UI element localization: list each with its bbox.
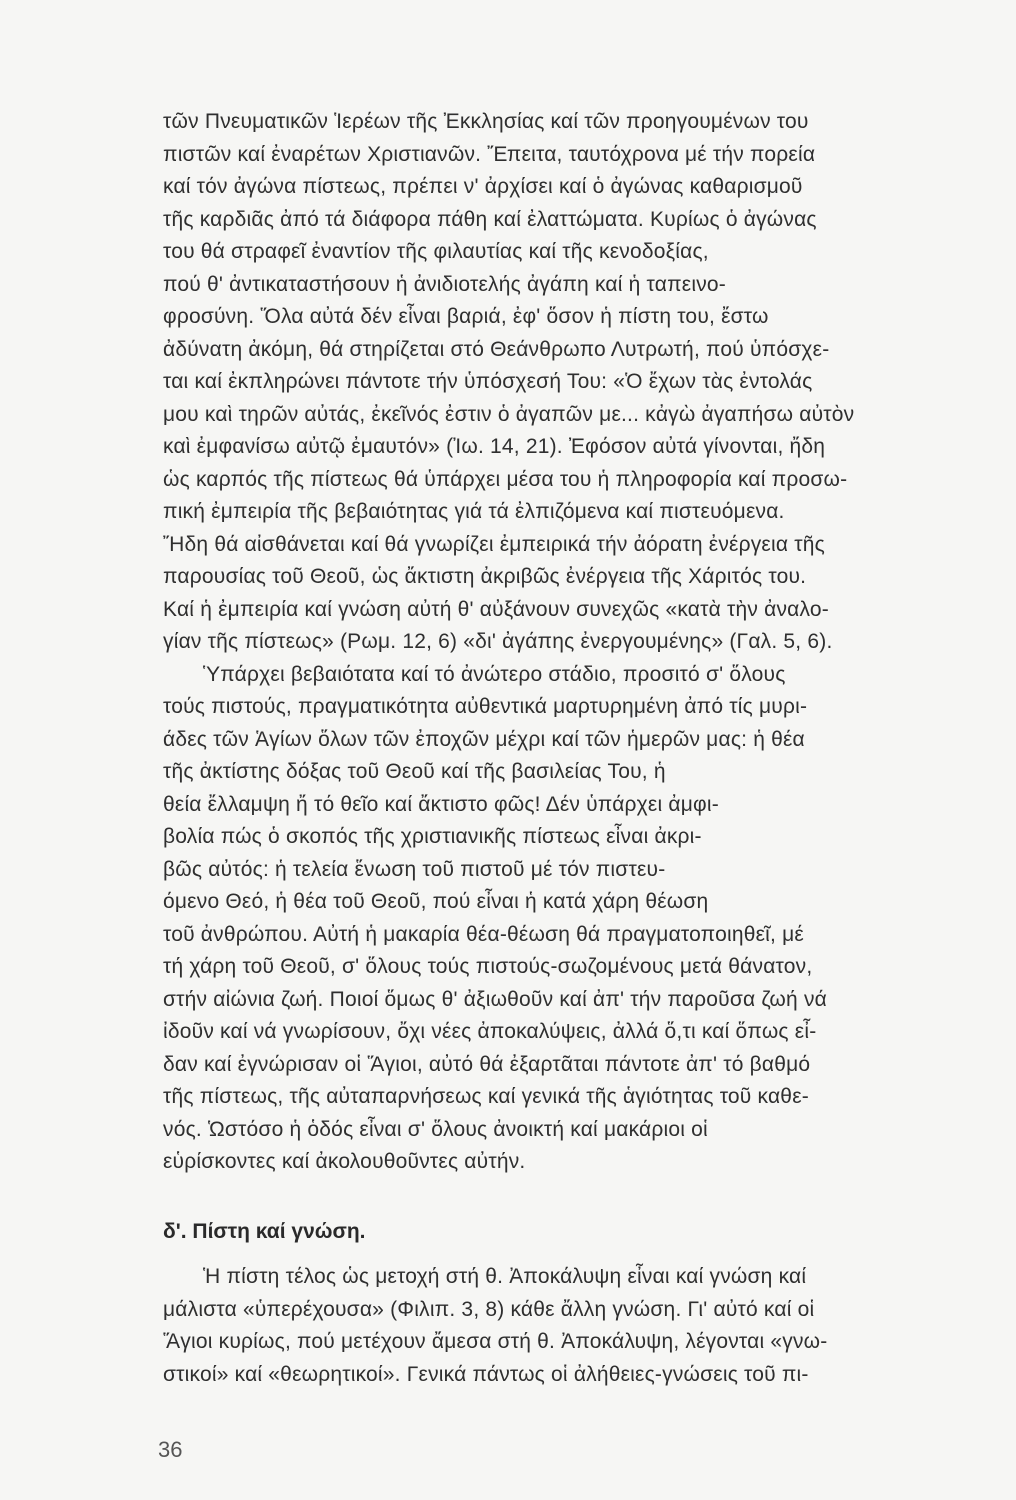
body-paragraphs: [163, 106, 995, 1179]
body-text-line: δαν καί ἐγνώρισαν οἱ Ἅγιοι, αὐτό θά ἐξαρτᾶται πάντοτε ἀπ' τό βαθμό: [163, 1052, 811, 1076]
body-text-line: εὑρίσκοντες καί ἀκολουθοῦντες αὐτήν.: [163, 1150, 526, 1173]
body-text-line: φροσύνη. Ὅλα αὐτά δέν εἶναι βαριά, ἐφ' ὅσον ἡ πίστη του, ἔστω: [163, 305, 769, 328]
body-text-line: τῆς ἀκτίστης δόξας τοῦ Θεοῦ καί τῆς βασιλείας Του, ἡ: [163, 760, 666, 783]
section-text-line: μάλιστα «ὑπερέχουσα» (Φιλιπ. 3, 8) κάθε ἄλλη γνώση. Γι' αὐτό καί οἱ: [163, 1297, 815, 1321]
body-text-line: άδες τῶν Ἁγίων ὅλων τῶν ἐποχῶν μέχρι καί τῶν ἡμερῶν μας: ἡ θέα: [163, 727, 805, 751]
body-text-line: Ἤδη θά αἰσθάνεται καί θά γνωρίζει ἐμπειρικά τήν ἀόρατη ἐνέργεια τῆς: [163, 532, 825, 556]
body-text-line: πιστῶν καί ἐναρέτων Χριστιανῶν. Ἔπειτα, ταυτόχρονα μέ τήν πορεία: [163, 142, 816, 166]
body-text-line: ται καί ἐκπληρώνει πάντοτε τήν ὑπόσχεσή Του: «Ὁ ἔχων τὰς ἐντολάς: [163, 370, 813, 393]
section-text-line: Ἡ πίστη τέλος ὡς μετοχή στή θ. Ἀποκάλυψη εἶναι καί γνώση καί: [203, 1265, 807, 1288]
body-text-line: Καί ἡ ἐμπειρία καί γνώση αὐτή θ' αὐξάνουν συνεχῶς «κατὰ τὴν ἀναλο-: [163, 597, 829, 621]
body-text-line: τῆς καρδιᾶς ἀπό τά διάφορα πάθη καί ἐλαττώματα. Κυρίως ὁ ἀγώνας: [163, 207, 817, 231]
body-text-line: βῶς αὐτός: ἡ τελεία ἕνωση τοῦ πιστοῦ μέ τόν πιστευ-: [163, 857, 666, 881]
body-text-line: ἀδύνατη ἀκόμη, θά στηρίζεται στό Θεάνθρωπο Λυτρωτή, πού ὑπόσχε-: [163, 337, 830, 361]
body-text-line: Ὑπάρχει βεβαιότατα καί τό ἀνώτερο στάδιο, προσιτό σ' ὅλους: [203, 662, 786, 686]
section-text-line: Ἅγιοι κυρίως, πού μετέχουν ἄμεσα στή θ. Ἀποκάλυψη, λέγονται «γνω-: [163, 1330, 828, 1353]
body-text-line: τῶν Πνευματικῶν Ἱερέων τῆς Ἐκκλησίας καί τῶν προηγουμένων του: [163, 110, 809, 133]
body-text-line: ἰδοῦν καί νά γνωρίσουν, ὄχι νέες ἀποκαλύψεις, ἀλλά ὅ,τι καί ὅπως εἶ-: [163, 1020, 817, 1043]
body-text-line: ὡς καρπός τῆς πίστεως θά ὑπάρχει μέσα του ἡ πληροφορία καί προσω-: [163, 467, 848, 491]
body-text-line: πική ἐμπειρία τῆς βεβαιότητας γιά τά ἐλπιζόμενα καί πιστευόμενα.: [163, 500, 785, 523]
body-text-line: νός. Ὡστόσο ἡ ὁδός εἶναι σ' ὅλους ἀνοικτή καί μακάριοι οἱ: [163, 1117, 708, 1141]
body-text-line: τή χάρη τοῦ Θεοῦ, σ' ὅλους τούς πιστούς-σωζομένους μετά θάνατον,: [163, 955, 813, 978]
body-text-line: καὶ ἐμφανίσω αὐτῷ ἐμαυτόν» (Ἰω. 14, 21). Ἐφόσον αὐτά γίνονται, ἤδη: [163, 435, 826, 458]
body-text-line: βολία πώς ὁ σκοπός τῆς χριστιανικῆς πίστεως εἶναι ἀκρι-: [163, 825, 702, 848]
section-paragraph: [163, 1261, 995, 1391]
body-text-line: στήν αἰώνια ζωή. Ποιοί ὅμως θ' ἀξιωθοῦν καί ἀπ' τήν παροῦσα ζωή νά: [163, 987, 827, 1011]
body-text-line: του θά στραφεῖ ἐναντίον τῆς φιλαυτίας καί τῆς κενοδοξίας,: [163, 240, 709, 263]
page-number: 36: [158, 1437, 183, 1462]
body-text-line: πού θ' ἀντικαταστήσουν ἡ ἀνιδιοτελής ἀγάπη καί ἡ ταπεινο-: [163, 272, 726, 296]
body-text-line: τούς πιστούς, πραγματικότητα αὐθεντικά μαρτυρημένη ἀπό τίς μυρι-: [163, 695, 808, 718]
body-text-line: παρουσίας τοῦ Θεοῦ, ὡς ἄκτιστη ἀκριβῶς ἐνέργεια τῆς Χάριτός του.: [163, 565, 807, 588]
body-text-line: τῆς πίστεως, τῆς αὐταπαρνήσεως καί γενικά τῆς ἁγιότητας τοῦ καθε-: [163, 1085, 809, 1108]
body-text-line: γίαν τῆς πίστεως» (Ρωμ. 12, 6) «δι' ἀγάπης ἐνεργουμένης» (Γαλ. 5, 6).: [163, 630, 833, 653]
body-text-line: θεία ἔλλαμψη ἤ τό θεῖο καί ἄκτιστο φῶς! Δέν ὑπάρχει ἀμφι-: [163, 792, 719, 816]
body-text-line: τοῦ ἀνθρώπου. Αὐτή ἡ μακαρία θέα-θέωση θά πραγματοποιηθεῖ, μέ: [163, 922, 804, 946]
section-heading: δ'. Πίστη καί γνώση.: [163, 1220, 366, 1243]
body-text-line: μου καὶ τηρῶν αὐτάς, ἐκεῖνός ἐστιν ὁ ἀγαπῶν με... κἀγὼ ἀγαπήσω αὐτὸν: [163, 402, 855, 426]
body-text-line: καί τόν ἀγώνα πίστεως, πρέπει ν' ἀρχίσει καί ὁ ἀγώνας καθαρισμοῦ: [163, 175, 803, 198]
body-text-line: όμενο Θεό, ἡ θέα τοῦ Θεοῦ, πού εἶναι ἡ κατά χάρη θέωση: [163, 890, 709, 913]
section-text-line: στικοί» καί «θεωρητικοί». Γενικά πάντως οἱ ἀλήθειες-γνώσεις τοῦ πι-: [163, 1362, 809, 1386]
